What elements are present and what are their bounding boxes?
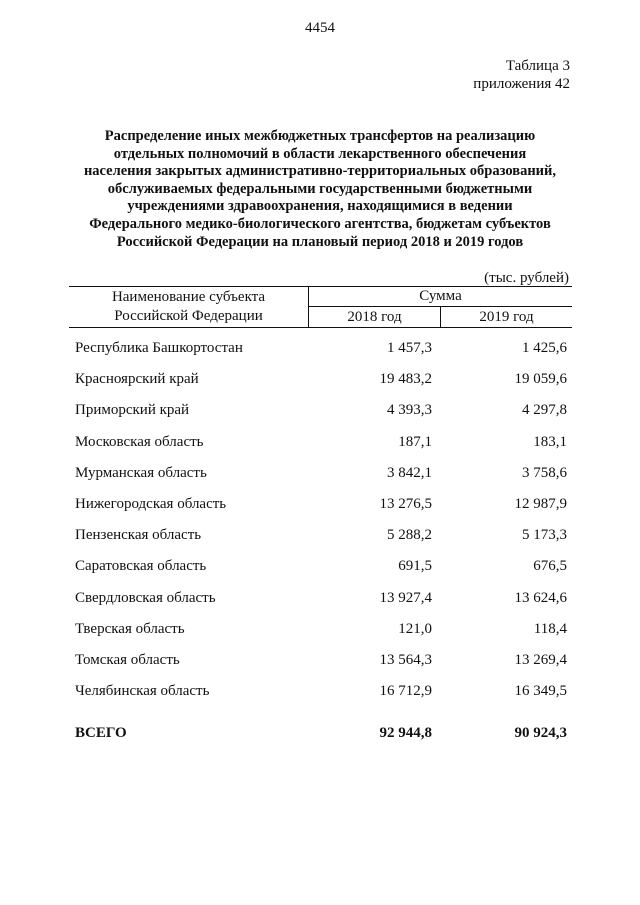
value-2018: 3 842,1 <box>387 464 432 481</box>
table-row <box>75 645 567 676</box>
value-2019: 183,1 <box>533 433 567 450</box>
table-row <box>75 333 567 364</box>
value-2019: 16 349,5 <box>514 683 567 700</box>
value-2018: 19 483,2 <box>379 371 432 388</box>
subject-name: Приморский край <box>75 402 190 419</box>
table-row <box>75 427 567 458</box>
subject-name: Тверская область <box>75 620 185 637</box>
appendix-number: приложения 42 <box>473 76 570 92</box>
table-row <box>75 520 567 551</box>
value-2019: 13 624,6 <box>514 589 567 606</box>
table-row <box>75 676 567 707</box>
value-2018: 13 564,3 <box>379 651 432 668</box>
total-label: ВСЕГО <box>75 725 127 741</box>
subject-name: Челябинская область <box>75 683 210 700</box>
subject-name: Мурманская область <box>75 464 207 481</box>
value-2019: 4 297,8 <box>522 402 567 419</box>
header-year-2018: 2018 год <box>347 309 402 325</box>
title-line: обслуживаемых федеральными государственными бюджетными <box>107 180 533 197</box>
value-2018: 4 393,3 <box>387 402 432 419</box>
title-line: Распределение иных межбюджетных трансфертов на реализацию <box>104 128 536 144</box>
page-number: 4454 <box>305 20 335 36</box>
header-sum: Сумма <box>309 287 572 307</box>
value-2018: 5 288,2 <box>387 527 432 544</box>
table-row <box>75 614 567 645</box>
value-2018: 187,1 <box>398 433 432 450</box>
title-line: Российской Федерации на плановый период 2018 и 2019 годов <box>116 233 524 250</box>
value-2018: 16 712,9 <box>379 683 432 700</box>
value-2019: 13 269,4 <box>514 651 567 668</box>
subject-name: Нижегородская область <box>75 495 227 512</box>
title-line: учреждениями здравоохранения, находящимися в ведении <box>127 198 513 215</box>
title-line: населения закрытых административно-территориальных образований, <box>83 163 557 180</box>
value-2019: 5 173,3 <box>522 527 567 544</box>
value-2019: 3 758,6 <box>522 464 567 481</box>
table-body <box>75 333 567 707</box>
total-2019: 90 924,3 <box>514 725 567 741</box>
total-2018: 92 944,8 <box>379 725 432 741</box>
table-row <box>75 583 567 614</box>
table-header <box>69 286 572 328</box>
value-2019: 12 987,9 <box>514 495 567 512</box>
title-line: отдельных полномочий в области лекарственного обеспечения <box>113 145 527 162</box>
subject-name: Свердловская область <box>75 589 216 606</box>
subject-name: Пензенская область <box>75 527 202 544</box>
subject-name: Республика Башкортостан <box>75 340 243 356</box>
table-row <box>75 364 567 395</box>
header-subject-name <box>69 287 308 328</box>
subject-name: Саратовская область <box>75 558 207 575</box>
table-number: Таблица 3 <box>505 58 570 74</box>
header-subject-line1: Наименование субъекта <box>111 289 266 305</box>
table-row <box>75 458 567 489</box>
value-2018: 13 276,5 <box>379 495 432 512</box>
value-2018: 691,5 <box>398 558 432 575</box>
total-row <box>75 722 567 744</box>
value-2019: 118,4 <box>533 620 567 637</box>
header-year-2019: 2019 год <box>479 309 534 325</box>
value-2019: 1 425,6 <box>522 340 567 356</box>
title-line: Федерального медико-биологического агентства, бюджетам субъектов <box>89 215 551 232</box>
subject-name: Красноярский край <box>75 371 199 388</box>
value-2018: 121,0 <box>398 620 432 637</box>
table-row <box>75 489 567 520</box>
header-subject-line2: Российской Федерации <box>114 308 263 324</box>
document-title <box>60 128 580 251</box>
table-row <box>75 551 567 582</box>
value-2018: 1 457,3 <box>387 340 432 356</box>
value-2019: 676,5 <box>533 558 567 575</box>
value-2019: 19 059,6 <box>514 371 567 388</box>
value-2018: 13 927,4 <box>379 589 432 606</box>
subject-name: Томская область <box>75 651 180 668</box>
subject-name: Московская область <box>75 433 204 450</box>
table-reference <box>473 57 570 93</box>
units-label: (тыс. рублей) <box>484 270 569 286</box>
table-row <box>75 395 567 426</box>
